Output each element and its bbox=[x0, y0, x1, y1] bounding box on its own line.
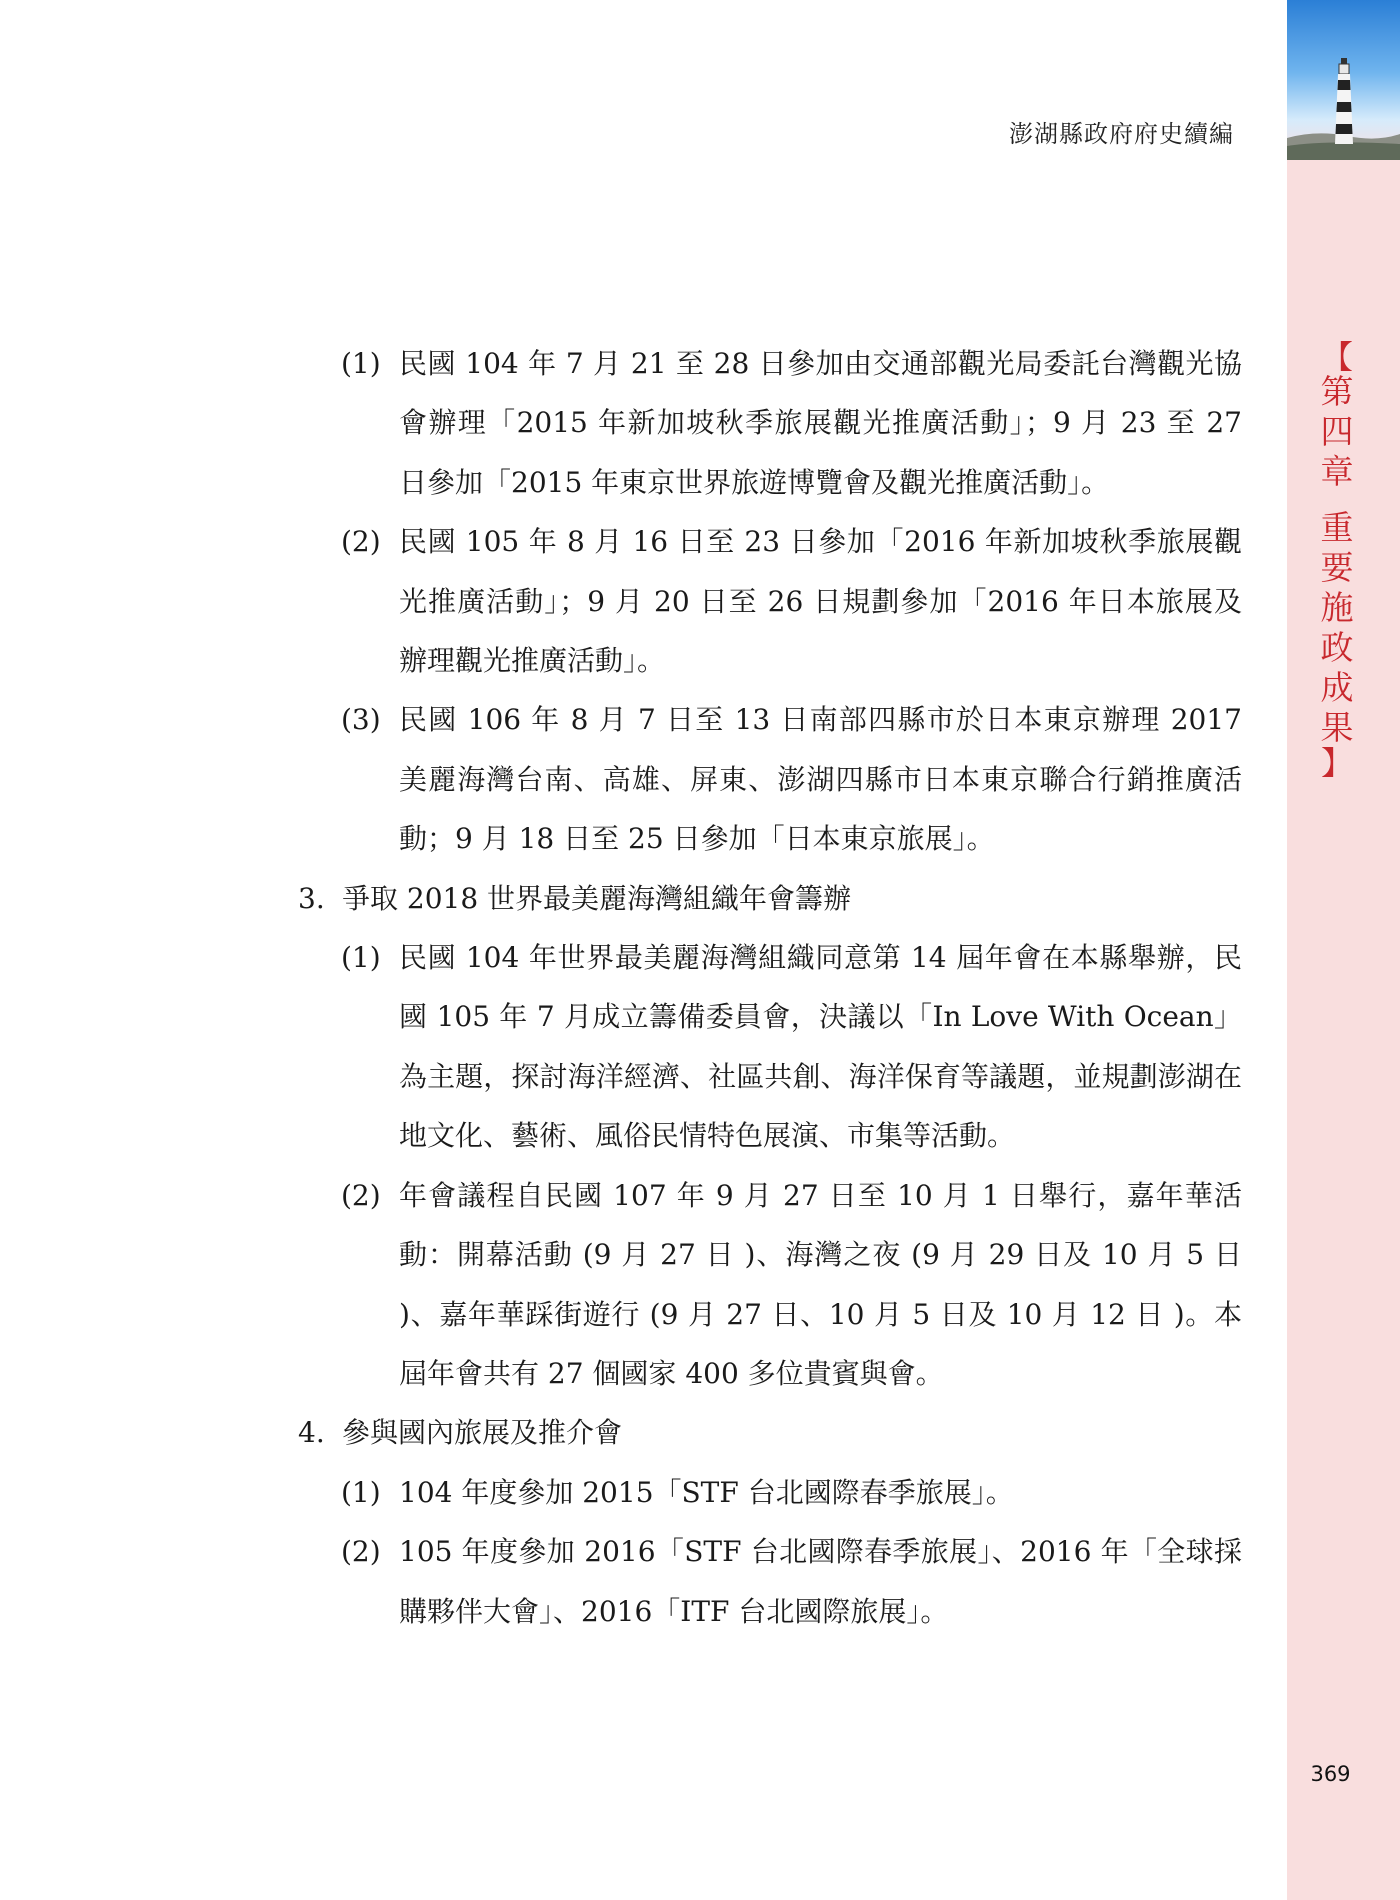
list-item bbox=[298, 1463, 1242, 1522]
item-text: 參與國內旅展及推介會 bbox=[342, 1416, 623, 1450]
item-number: (3) bbox=[341, 703, 381, 737]
item-text: 爭取 2018 世界最美麗海灣組織年會籌辦 bbox=[342, 881, 852, 915]
item-text: 年會議程自民國 107 年 9 月 27 日至 10 月 1 日舉行，嘉年華活動：開幕活動 (9 月 27 日 )、海灣之夜 (9 月 29 日及 10 月 5 日 )、嘉年華踩街遊行 (9 月 27 日、10 月 5 日及 10 月 12 日 )。本屆年會共有 27 個國家 400 多位貴賓與會。 bbox=[399, 1178, 1242, 1390]
chapter-title-char: 要 bbox=[1320, 548, 1354, 587]
item-text: 民國 104 年世界最美麗海灣組織同意第 14 屆年會在本縣舉辦，民國 105 年 7 月成立籌備委員會，決議以「In Love With Ocean」為主題，探討海洋經濟、社區共創、海洋保育等議題，並規劃澎湖在地文化、藝術、風俗民情特色展演、市集等活動。 bbox=[399, 941, 1242, 1153]
chapter-number-char: 四 bbox=[1320, 412, 1354, 451]
chapter-title-char: 成 bbox=[1320, 668, 1354, 707]
section-heading bbox=[298, 869, 1242, 928]
item-text: 民國 106 年 8 月 7 日至 13 日南部四縣市於日本東京辦理 2017 美麗海灣台南、高雄、屏東、澎湖四縣市日本東京聯合行銷推廣活動；9 月 18 日至 25 日參加「日本東京旅展」。 bbox=[399, 703, 1242, 856]
item-number: (1) bbox=[341, 347, 381, 380]
page-number: 369 bbox=[1310, 1762, 1351, 1786]
item-text: 105 年度參加 2016「STF 台北國際春季旅展」、2016 年「全球採購夥伴大會」、2016「ITF 台北國際旅展」。 bbox=[399, 1535, 1242, 1628]
item-number: (1) bbox=[341, 941, 381, 975]
body-text bbox=[298, 334, 1242, 1641]
item-number: (2) bbox=[341, 1178, 381, 1212]
lighthouse-icon bbox=[1329, 58, 1359, 144]
item-number: (2) bbox=[341, 525, 381, 559]
list-item bbox=[298, 512, 1242, 690]
item-number: (1) bbox=[341, 1475, 381, 1509]
list-item bbox=[298, 1522, 1242, 1641]
item-text: 104 年度參加 2015「STF 台北國際春季旅展」。 bbox=[399, 1475, 1014, 1509]
item-text: 民國 104 年 7 月 21 至 28 日參加由交通部觀光局委託台灣觀光協會辦理「2015 年新加坡秋季旅展觀光推廣活動」；9 月 23 至 27 日參加「2015 年東京世界旅遊博覽會及觀光推廣活動」。 bbox=[399, 347, 1242, 499]
item-number: (2) bbox=[341, 1535, 381, 1569]
chapter-tab bbox=[1312, 338, 1362, 782]
list-item bbox=[298, 334, 1242, 512]
side-band bbox=[1287, 0, 1400, 1900]
item-text: 民國 105 年 8 月 16 日至 23 日參加「2016 年新加坡秋季旅展觀光推廣活動」；9 月 20 日至 26 日規劃參加「2016 年日本旅展及辦理觀光推廣活動」。 bbox=[399, 525, 1242, 678]
chapter-gap bbox=[1312, 492, 1362, 508]
list-item bbox=[298, 690, 1242, 868]
item-number: 3. bbox=[298, 881, 325, 915]
chapter-number-char: 第 bbox=[1320, 372, 1354, 411]
list-item bbox=[298, 928, 1242, 1166]
chapter-title-char: 政 bbox=[1320, 628, 1354, 667]
chapter-title-char: 果 bbox=[1320, 708, 1354, 747]
chapter-number-char: 章 bbox=[1320, 452, 1354, 491]
chapter-bracket-open: 【 bbox=[1320, 338, 1353, 376]
running-head: 澎湖縣政府府史續編 bbox=[1009, 120, 1234, 148]
lighthouse-photo bbox=[1287, 0, 1400, 160]
chapter-bracket-close: 】 bbox=[1320, 744, 1353, 782]
chapter-title-char: 重 bbox=[1320, 508, 1354, 547]
list-item bbox=[298, 1166, 1242, 1404]
section-heading bbox=[298, 1403, 1242, 1462]
item-number: 4. bbox=[298, 1416, 325, 1450]
chapter-title-char: 施 bbox=[1320, 588, 1354, 627]
